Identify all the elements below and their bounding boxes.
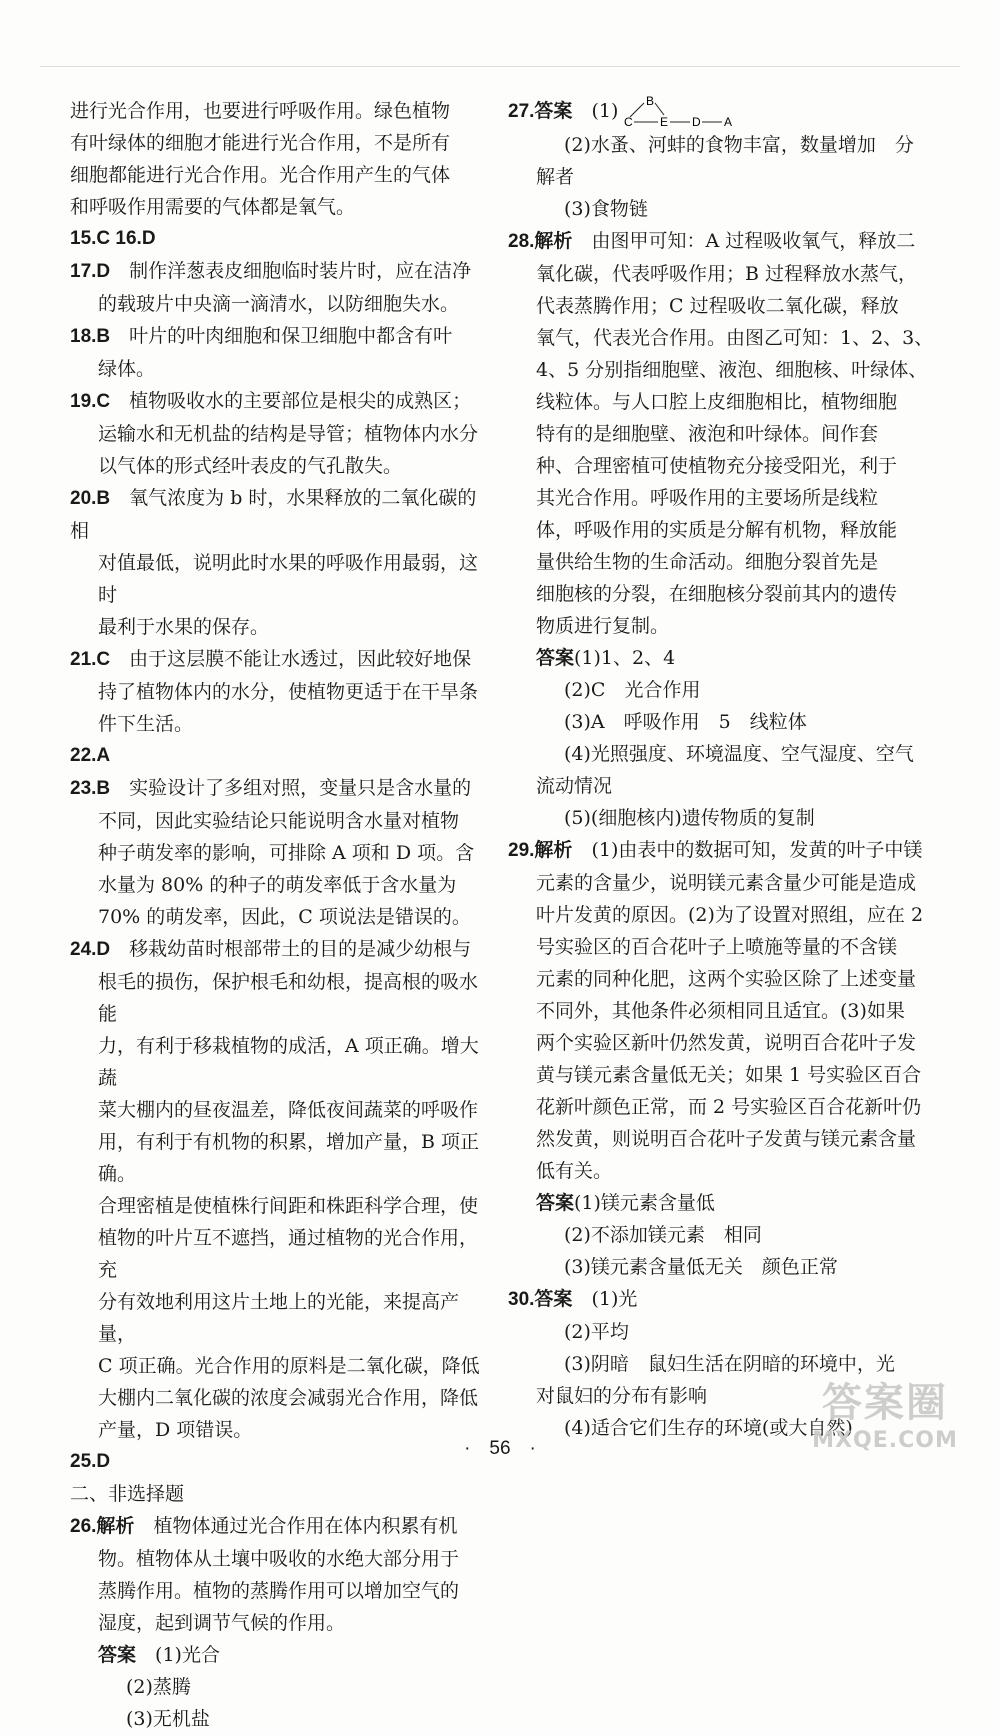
text-line: 菜大棚内的昼夜温差，降低夜间蔬菜的呼吸作 (98, 1099, 479, 1121)
text-line: (1) (591, 100, 619, 122)
answer-18 (70, 320, 490, 353)
answer-27 (508, 95, 938, 129)
text-line: 然发黄，则说明百合花叶子发黄与镁元素含量 (536, 1128, 917, 1150)
watermark-logo (800, 1371, 970, 1451)
text-line: 有叶绿体的细胞才能进行光合作用，不是所有 (70, 132, 451, 154)
page-number: · 56 · (464, 1438, 536, 1459)
answer-20 (70, 482, 490, 547)
answer-17 (70, 255, 490, 288)
text-line: 力，有利于移栽植物的成活，A 项正确。增大蔬 (98, 1035, 479, 1089)
text-line: 特有的是细胞壁、液泡和叶绿体。间作套 (536, 423, 879, 445)
answer-19 (70, 385, 490, 418)
text-line: 产量，D 项错误。 (98, 1419, 253, 1441)
text-line: 物。植物体从土壤中吸收的水绝大部分用于 (98, 1548, 460, 1570)
text-line: 元素的同种化肥，这两个实验区除了上述变量 (536, 968, 917, 990)
text-line: 由于这层膜不能让水透过，因此较好地保 (129, 648, 472, 670)
text-line: 运输水和无机盐的结构是导管；植物体内水分 (98, 423, 479, 445)
answer-line (508, 1187, 938, 1219)
answer-21 (70, 643, 490, 676)
text-line: 对鼠妇的分布有影响 (536, 1385, 708, 1407)
answer-15-16: 15.C 16.D (70, 228, 156, 249)
text-line: (2)平均 (564, 1321, 629, 1343)
text-line: (4)光照强度、环境温度、空气湿度、空气 (564, 743, 914, 765)
q-number: 30. (508, 1289, 535, 1310)
text-line: (1)光合 (155, 1644, 220, 1666)
q-number: 24.D (70, 939, 111, 960)
text-line: (1)由表中的数据可知，发黄的叶子中镁 (591, 839, 923, 861)
text-line: 物质进行复制。 (536, 615, 670, 637)
text-line: 线粒体。与人口腔上皮细胞相比，植物细胞 (536, 391, 898, 413)
answer-label: 答案 (98, 1644, 137, 1666)
node-d: D (692, 115, 702, 129)
q-number: 28. (508, 231, 535, 252)
node-b: B (646, 95, 655, 108)
text-line: 用，有利于有机物的积累，增加产量，B 项正确。 (98, 1131, 480, 1185)
right-column (508, 95, 938, 1444)
text-line: 由图甲可知：A 过程吸收氧气，释放二 (591, 230, 916, 252)
text-line: 70% 的萌发率，因此，C 项说法是错误的。 (98, 906, 471, 928)
text-line: C 项正确。光合作用的原料是二氧化碳，降低 (98, 1355, 480, 1377)
text-line: (3)镁元素含量低无关 颜色正常 (564, 1256, 838, 1278)
analysis-label: 解析 (534, 839, 573, 861)
text-line: 最利于水果的保存。 (98, 616, 270, 638)
text-line: (3)阴暗 鼠妇生活在阴暗的环境中，光 (564, 1353, 895, 1375)
q-number: 20.B (70, 488, 111, 509)
text-line: 氧气，代表光合作用。由图乙可知：1、2、3、 (536, 327, 934, 349)
analysis-label: 解析 (96, 1515, 135, 1537)
text-line: 合理密植是使植株行间距和株距科学合理，使 (98, 1195, 479, 1217)
text-line: (5)(细胞核内)遗传物质的复制 (564, 807, 815, 829)
arrow-b-e (655, 103, 664, 115)
text-line: 其光合作用。呼吸作用的主要场所是线粒 (536, 487, 879, 509)
answer-26 (70, 1510, 490, 1543)
text-line: 移栽幼苗时根部带土的目的是减少幼根与 (129, 938, 472, 960)
node-c: C (624, 115, 634, 129)
text-line: 植物吸收水的主要部位是根尖的成熟区； (129, 390, 472, 412)
text-line: 持了植物体内的水分，使植物更适于在干旱条 (98, 681, 479, 703)
text-line: 对值最低，说明此时水果的呼吸作用最弱，这时 (98, 552, 479, 606)
watermark-text: 答案圈 (822, 1380, 948, 1426)
text-line: (1)1、2、4 (574, 647, 676, 669)
food-web-diagram (624, 95, 734, 129)
text-line: 4、5 分别指细胞壁、液泡、细胞核、叶绿体、 (536, 359, 928, 381)
q-number: 26. (70, 1516, 97, 1537)
text-line: 大棚内二氧化碳的浓度会减弱光合作用，降低 (98, 1387, 479, 1409)
text-line: 和呼吸作用需要的气体都是氧气。 (70, 196, 356, 218)
answer-28 (508, 225, 938, 258)
q-number: 21.C (70, 649, 111, 670)
text-line: 不同，因此实验结论只能说明含水量对植物 (98, 810, 460, 832)
text-line: 蒸腾作用。植物的蒸腾作用可以增加空气的 (98, 1580, 460, 1602)
text-line: 氧化碳，代表呼吸作用；B 过程释放水蒸气， (536, 263, 918, 285)
text-line: 分有效地利用这片土地上的光能，来提高产量， (98, 1291, 460, 1345)
left-column (70, 95, 490, 1735)
text-line: 元素的含量少，说明镁元素含量少可能是造成 (536, 872, 917, 894)
q-number: 23.B (70, 778, 111, 799)
text-line: 湿度，起到调节气候的作用。 (98, 1612, 346, 1634)
answer-30 (508, 1283, 938, 1316)
text-line: (2)水蚤、河蚌的食物丰富，数量增加 分 (564, 134, 914, 156)
text-line: 量供给生物的生命活动。细胞分裂首先是 (536, 551, 879, 573)
text-line: (3)食物链 (564, 198, 648, 220)
answer-label: 答案 (534, 100, 573, 122)
text-line: (4)适合它们生存的环境(或大自然) (564, 1417, 853, 1439)
q-number: 17.D (70, 261, 111, 282)
answer-label: 答案 (536, 647, 575, 669)
text-line: 以气体的形式经叶表皮的气孔散失。 (98, 455, 403, 477)
q-number: 18.B (70, 326, 111, 347)
text-line: 的载玻片中央滴一滴清水，以防细胞失水。 (98, 293, 460, 315)
text-line: 根毛的损伤，保护根毛和幼根，提高根的吸水能 (98, 971, 479, 1025)
text-line: (1)光 (591, 1288, 638, 1310)
text-line: 植物体通过光合作用在体内积累有机 (153, 1515, 458, 1537)
top-rule (40, 66, 960, 67)
answer-label: 答案 (534, 1288, 573, 1310)
q-number: 29. (508, 840, 535, 861)
text-line: 植物的叶片互不遮挡，通过植物的光合作用，充 (98, 1227, 479, 1281)
text-line: 黄与镁元素含量低无关；如果 1 号实验区百合 (536, 1064, 922, 1086)
watermark-url: MXQE.COM (812, 1428, 958, 1453)
text-line: 花新叶颜色正常，而 2 号实验区百合花新叶仍 (536, 1096, 922, 1118)
text-line: 实验设计了多组对照，变量只是含水量的 (129, 777, 472, 799)
text-line: 制作洋葱表皮细胞临时装片时，应在洁净 (129, 260, 472, 282)
answer-line (508, 642, 938, 674)
text-line: 种子萌发率的影响，可排除 A 项和 D 项。含 (98, 842, 475, 864)
text-line: 流动情况 (536, 775, 613, 797)
text-line: 进行光合作用，也要进行呼吸作用。绿色植物 (70, 100, 451, 122)
text-line: 件下生活。 (98, 713, 194, 735)
answer-29 (508, 834, 938, 867)
answer-label: 答案 (536, 1192, 575, 1214)
text-line: (1)镁元素含量低 (574, 1192, 715, 1214)
text-line: (3)无机盐 (126, 1708, 210, 1730)
text-line: 绿体。 (98, 358, 156, 380)
q-number: 19.C (70, 391, 111, 412)
text-line: 水量为 80% 的种子的萌发率低于含水量为 (98, 874, 457, 896)
node-e: E (660, 115, 669, 129)
answer-25: 25.D (70, 1451, 111, 1472)
text-line: 不同外，其他条件必须相同且适宜。(3)如果 (536, 1000, 905, 1022)
text-line: 体，呼吸作用的实质是分解有机物，释放能 (536, 519, 898, 541)
node-a: A (724, 115, 733, 129)
answer-22: 22.A (70, 745, 111, 766)
text-line: (2)蒸腾 (126, 1676, 191, 1698)
text-line: 叶片的叶肉细胞和保卫细胞中都含有叶 (129, 325, 453, 347)
text-line: 低有关。 (536, 1160, 613, 1182)
text-line: 细胞核的分裂，在细胞核分裂前其内的遗传 (536, 583, 898, 605)
answer-line (70, 1639, 490, 1671)
analysis-label: 解析 (534, 230, 573, 252)
text-line: (2)不添加镁元素 相同 (564, 1224, 762, 1246)
text-line: (2)C 光合作用 (564, 679, 701, 701)
text-line: (3)A 呼吸作用 5 线粒体 (564, 711, 807, 733)
text-line: 细胞都能进行光合作用。光合作用产生的气体 (70, 164, 451, 186)
answer-23 (70, 772, 490, 805)
text-line: 叶片发黄的原因。(2)为了设置对照组，应在 2 (536, 904, 924, 926)
text-line: 号实验区的百合花叶子上喷施等量的不含镁 (536, 936, 898, 958)
text-line: 代表蒸腾作用；C 过程吸收二氧化碳，释放 (536, 295, 899, 317)
text-line: 两个实验区新叶仍然发黄，说明百合花叶子发 (536, 1032, 917, 1054)
section-heading: 二、非选择题 (70, 1483, 185, 1505)
text-line: 种、合理密植可使植物充分接受阳光，利于 (536, 455, 898, 477)
q-number: 27. (508, 101, 535, 122)
answer-24 (70, 933, 490, 966)
text-line: 解者 (536, 166, 575, 188)
text-line: 氧气浓度为 b 时，水果释放的二氧化碳的相 (70, 487, 477, 542)
